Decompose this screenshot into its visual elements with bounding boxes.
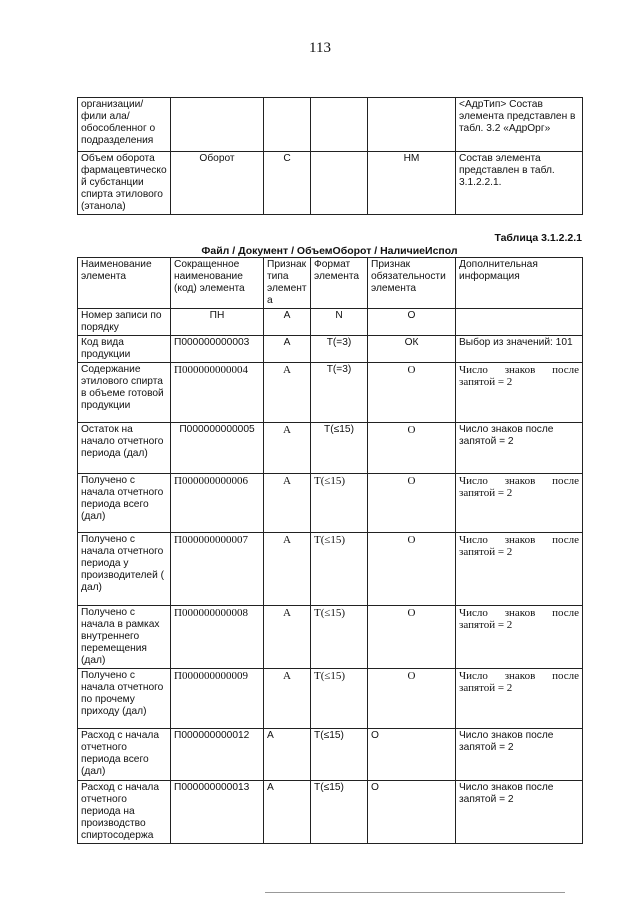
- element-format: T(≤15): [311, 781, 368, 844]
- element-info: Число знаков после запятой = 2: [456, 606, 583, 669]
- element-info: Число знаков после запятой = 2: [456, 781, 583, 844]
- element-required: НМ: [368, 152, 456, 215]
- table-row: [78, 781, 583, 844]
- header-code: Сокращенное наименование (код) элемента: [171, 258, 264, 309]
- element-format: T(≤15): [311, 669, 368, 729]
- element-type: С: [264, 152, 311, 215]
- element-type: А: [264, 423, 311, 474]
- element-format: T(≤15): [311, 474, 368, 533]
- element-name: Получено с начала отчетного по прочему приходу (дал): [78, 669, 171, 729]
- element-name: Номер записи по порядку: [78, 309, 171, 336]
- element-code: П000000000009: [171, 669, 264, 729]
- element-code: П000000000013: [171, 781, 264, 844]
- table-label: Таблица 3.1.2.2.1: [494, 232, 582, 244]
- element-name: Получено с начала отчетного периода всего (дал): [78, 474, 171, 533]
- element-name: Получено с начала в рамках внутреннего перемещения (дал): [78, 606, 171, 669]
- element-format: T(≤15): [311, 423, 368, 474]
- element-code: П000000000006: [171, 474, 264, 533]
- table-caption: Файл / Документ / ОбъемОборот / НаличиеИспол: [201, 245, 458, 257]
- element-name: Содержание этилового спирта в объеме готовой продукции: [78, 363, 171, 423]
- table-row: [78, 474, 583, 533]
- element-type: А: [264, 533, 311, 606]
- element-type: А: [264, 669, 311, 729]
- element-code: П000000000005: [171, 423, 264, 474]
- element-name: Код вида продукции: [78, 336, 171, 363]
- element-name: Расход с начала отчетного периода всего (дал): [78, 729, 171, 781]
- element-code: П000000000004: [171, 363, 264, 423]
- continuation-table: [77, 97, 583, 215]
- table-row: [78, 336, 583, 363]
- table-row: [78, 606, 583, 669]
- element-info: Число знаков после запятой = 2: [456, 363, 583, 423]
- element-required: О: [368, 533, 456, 606]
- element-info: Число знаков после запятой = 2: [456, 669, 583, 729]
- element-type: А: [264, 606, 311, 669]
- page-bottom-divider: [265, 892, 565, 893]
- element-code: П000000000007: [171, 533, 264, 606]
- element-type: А: [264, 336, 311, 363]
- element-info: <АдрТип> Состав элемента представлен в табл. 3.2 «АдрОрг»: [456, 98, 583, 152]
- header-format: Формат элемента: [311, 258, 368, 309]
- table-row: [78, 363, 583, 423]
- header-info: Дополнительная информация: [456, 258, 583, 309]
- element-code: П000000000012: [171, 729, 264, 781]
- element-required: О: [368, 474, 456, 533]
- element-required: О: [368, 781, 456, 844]
- element-format: [311, 98, 368, 152]
- element-format: N: [311, 309, 368, 336]
- element-name: Расход с начала отчетного периода на производство спиртосодержа: [78, 781, 171, 844]
- element-code: [171, 98, 264, 152]
- element-required: О: [368, 309, 456, 336]
- table-row: [78, 98, 583, 152]
- element-required: ОК: [368, 336, 456, 363]
- element-format: T(=3): [311, 336, 368, 363]
- element-info: Число знаков после запятой = 2: [456, 729, 583, 781]
- element-format: T(≤15): [311, 606, 368, 669]
- elements-table: [77, 257, 583, 844]
- element-code: Оборот: [171, 152, 264, 215]
- page-number: 113: [309, 40, 331, 56]
- element-info: Число знаков после запятой = 2: [456, 533, 583, 606]
- header-type: Признак типа элемент а: [264, 258, 311, 309]
- element-required: О: [368, 606, 456, 669]
- element-format: T(=3): [311, 363, 368, 423]
- element-required: О: [368, 423, 456, 474]
- element-code: П000000000003: [171, 336, 264, 363]
- element-required: О: [368, 729, 456, 781]
- element-name: организации/фили ала/обособленног о подразделения: [78, 98, 171, 152]
- table-row: [78, 669, 583, 729]
- element-info: Выбор из значений: 101: [456, 336, 583, 363]
- element-name: Получено с начала отчетного периода у производителей ( дал): [78, 533, 171, 606]
- element-info: Состав элемента представлен в табл. 3.1.2.2.1.: [456, 152, 583, 215]
- element-type: А: [264, 309, 311, 336]
- element-required: О: [368, 669, 456, 729]
- header-required: Признак обязательности элемента: [368, 258, 456, 309]
- element-type: А: [264, 363, 311, 423]
- element-name: Объем оборота фармацевтической субстанции спирта этилового (этанола): [78, 152, 171, 215]
- element-format: T(≤15): [311, 533, 368, 606]
- element-info: Число знаков после запятой = 2: [456, 474, 583, 533]
- element-info: [456, 309, 583, 336]
- table-row: [78, 533, 583, 606]
- element-code: ПН: [171, 309, 264, 336]
- element-format: [311, 152, 368, 215]
- element-type: А: [264, 781, 311, 844]
- table-row: [78, 729, 583, 781]
- element-format: T(≤15): [311, 729, 368, 781]
- element-name: Остаток на начало отчетного периода (дал): [78, 423, 171, 474]
- element-code: П000000000008: [171, 606, 264, 669]
- element-type: [264, 98, 311, 152]
- element-type: А: [264, 474, 311, 533]
- table-row: [78, 152, 583, 215]
- table-header-row: [78, 258, 583, 309]
- element-required: О: [368, 363, 456, 423]
- element-type: А: [264, 729, 311, 781]
- header-name: Наименование элемента: [78, 258, 171, 309]
- table-row: [78, 423, 583, 474]
- table-row: [78, 309, 583, 336]
- element-info: Число знаков после запятой = 2: [456, 423, 583, 474]
- element-required: [368, 98, 456, 152]
